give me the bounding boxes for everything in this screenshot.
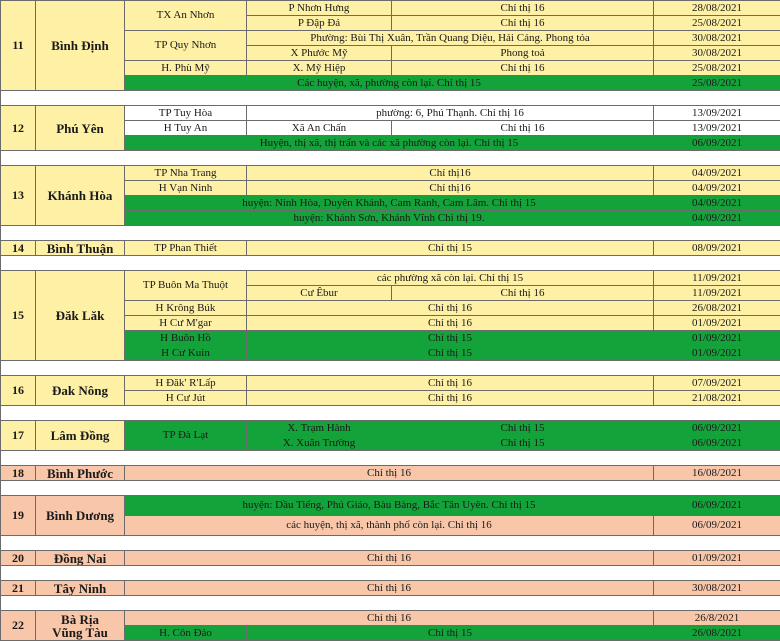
row-number: 14 <box>1 241 36 256</box>
directive-cell: Chỉ thị 16 <box>247 376 654 391</box>
province-name: Bình Thuận <box>36 241 125 256</box>
directive-cell: Phường: Bùi Thị Xuân, Trần Quang Diệu, Hải Cảng. Phong tỏa <box>247 31 654 46</box>
unit-cell: H Cư Jút <box>125 391 247 406</box>
province-name: Đak Nông <box>36 376 125 406</box>
row-number: 15 <box>1 271 36 361</box>
unit-cell: H Đăk' R'Lấp <box>125 376 247 391</box>
unit-cell: H Tuy An <box>125 121 247 136</box>
date-cell: 04/09/2021 <box>654 181 780 196</box>
sub-unit-cell: Cư Êbur <box>247 286 392 301</box>
directive-cell: các phường xã còn lại. Chỉ thị 15 <box>247 271 654 286</box>
row-separator <box>1 256 780 271</box>
directive-cell: Chỉ thị 16 <box>392 286 654 301</box>
date-cell: 25/08/2021 <box>654 16 780 31</box>
table-row <box>1 496 780 516</box>
table-row <box>1 271 780 286</box>
sub-unit-cell: X. Trạm Hành <box>247 421 392 436</box>
directive-cell: Huyện, thị xã, thị trấn và các xã phường còn lại. Chỉ thị 15 <box>125 136 654 151</box>
row-number: 13 <box>1 166 36 226</box>
row-number: 21 <box>1 581 36 596</box>
row-separator <box>1 596 780 611</box>
directive-cell: phường: 6, Phú Thạnh. Chỉ thị 16 <box>247 106 654 121</box>
province-name: Bình Phước <box>36 466 125 481</box>
date-cell: 08/09/2021 <box>654 241 780 256</box>
table-row <box>1 1 780 16</box>
unit-cell: H Cư Kuin <box>125 346 247 361</box>
sub-unit-cell: X. Mỹ Hiệp <box>247 61 392 76</box>
directive-cell: Chỉ thị 16 <box>392 121 654 136</box>
province-name: Tây Ninh <box>36 581 125 596</box>
directive-cell: Chỉ thị 16 <box>392 16 654 31</box>
table-row <box>1 106 780 121</box>
directive-cell: Chỉ thị 16 <box>392 61 654 76</box>
province-name: Bình Dương <box>36 496 125 536</box>
row-separator <box>1 566 780 581</box>
date-cell: 01/09/2021 <box>654 551 780 566</box>
unit-cell: TP Buôn Ma Thuột <box>125 271 247 301</box>
directive-cell: Chỉ thị16 <box>247 181 654 196</box>
directive-cell: Chỉ thị 16 <box>247 316 654 331</box>
directive-cell: Chỉ thị 16 <box>392 1 654 16</box>
table-row <box>1 466 780 481</box>
date-cell: 30/08/2021 <box>654 581 780 596</box>
table-row <box>1 376 780 391</box>
row-number: 12 <box>1 106 36 151</box>
unit-cell: H Krông Búk <box>125 301 247 316</box>
directive-cell: Chỉ thị 15 <box>247 331 654 346</box>
province-name: Khánh Hòa <box>36 166 125 226</box>
unit-cell: TP Phan Thiết <box>125 241 247 256</box>
province-name-line2: Vũng Tàu <box>52 625 108 640</box>
province-name <box>36 611 125 641</box>
directive-cell: Chỉ thị16 <box>247 166 654 181</box>
unit-cell: H. Côn Đảo <box>125 626 247 641</box>
row-number: 22 <box>1 611 36 641</box>
date-cell: 28/08/2021 <box>654 1 780 16</box>
date-cell: 06/09/2021 <box>654 136 780 151</box>
unit-cell: TX An Nhơn <box>125 1 247 31</box>
sub-unit-cell: P Đập Đá <box>247 16 392 31</box>
date-cell: 30/08/2021 <box>654 31 780 46</box>
unit-cell: TP Nha Trang <box>125 166 247 181</box>
row-number: 11 <box>1 1 36 91</box>
table-row <box>1 611 780 626</box>
row-separator <box>1 226 780 241</box>
date-cell: 16/08/2021 <box>654 466 780 481</box>
row-separator <box>1 451 780 466</box>
table-row <box>1 166 780 181</box>
date-cell: 01/09/2021 <box>654 331 780 346</box>
directive-cell: huyện: Ninh Hòa, Duyên Khánh, Cam Ranh, Cam Lâm. Chỉ thị 15 <box>125 196 654 211</box>
row-separator <box>1 481 780 496</box>
directive-cell: huyện: Dầu Tiếng, Phú Giáo, Bàu Bàng, Bắc Tân Uyên. Chỉ thị 15 <box>125 496 654 516</box>
directive-cell: Chỉ thị 15 <box>392 436 654 451</box>
unit-cell: H Vạn Ninh <box>125 181 247 196</box>
directive-cell: Phong toả <box>392 46 654 61</box>
date-cell: 04/09/2021 <box>654 196 780 211</box>
directive-cell: Chỉ thị 16 <box>125 466 654 481</box>
directive-cell: Các huyện, xã, phường còn lại. Chỉ thị 15 <box>125 76 654 91</box>
table-row <box>1 421 780 436</box>
date-cell: 06/09/2021 <box>654 496 780 516</box>
date-cell: 13/09/2021 <box>654 121 780 136</box>
directive-cell: Chỉ thị 15 <box>247 241 654 256</box>
date-cell: 04/09/2021 <box>654 166 780 181</box>
date-cell: 06/09/2021 <box>654 516 780 536</box>
table-row <box>1 241 780 256</box>
directive-cell: các huyện, thị xã, thành phố còn lại. Chỉ thị 16 <box>125 516 654 536</box>
sub-unit-cell: X. Xuân Trường <box>247 436 392 451</box>
row-separator <box>1 151 780 166</box>
province-name: Lâm Đồng <box>36 421 125 451</box>
province-name: Đồng Nai <box>36 551 125 566</box>
sub-unit-cell: Xã An Chấn <box>247 121 392 136</box>
row-separator <box>1 361 780 376</box>
date-cell: 06/09/2021 <box>654 436 780 451</box>
province-name: Phú Yên <box>36 106 125 151</box>
unit-cell: H Buôn Hồ <box>125 331 247 346</box>
sub-unit-cell: P Nhơn Hưng <box>247 1 392 16</box>
date-cell: 26/08/2021 <box>654 301 780 316</box>
row-separator <box>1 536 780 551</box>
date-cell: 26/8/2021 <box>654 611 780 626</box>
unit-cell: TP Đà Lạt <box>125 421 247 451</box>
date-cell: 01/09/2021 <box>654 316 780 331</box>
date-cell: 13/09/2021 <box>654 106 780 121</box>
unit-cell: H Cư M'gar <box>125 316 247 331</box>
date-cell: 21/08/2021 <box>654 391 780 406</box>
directive-cell: Chỉ thị 16 <box>247 391 654 406</box>
province-name-line1: Bà Rịa <box>61 612 99 627</box>
unit-cell: TP Tuy Hòa <box>125 106 247 121</box>
date-cell: 06/09/2021 <box>654 421 780 436</box>
directive-cell: Chỉ thị 16 <box>125 581 654 596</box>
row-number: 20 <box>1 551 36 566</box>
table-row <box>1 581 780 596</box>
row-number: 16 <box>1 376 36 406</box>
province-name: Đăk Lăk <box>36 271 125 361</box>
date-cell: 30/08/2021 <box>654 46 780 61</box>
unit-cell: TP Quy Nhơn <box>125 31 247 61</box>
directive-cell: huyện: Khánh Sơn, Khánh Vĩnh Chỉ thị 19. <box>125 211 654 226</box>
sub-unit-cell: X Phước Mỹ <box>247 46 392 61</box>
row-separator <box>1 406 780 421</box>
directive-cell: Chỉ thị 16 <box>125 611 654 626</box>
date-cell: 01/09/2021 <box>654 346 780 361</box>
directive-cell: Chỉ thị 15 <box>247 346 654 361</box>
date-cell: 04/09/2021 <box>654 211 780 226</box>
province-name: Bình Định <box>36 1 125 91</box>
directive-cell: Chỉ thị 16 <box>125 551 654 566</box>
date-cell: 11/09/2021 <box>654 271 780 286</box>
row-separator <box>1 91 780 106</box>
date-cell: 25/08/2021 <box>654 61 780 76</box>
row-number: 17 <box>1 421 36 451</box>
unit-cell: H. Phù Mỹ <box>125 61 247 76</box>
date-cell: 25/08/2021 <box>654 76 780 91</box>
directive-cell: Chỉ thị 15 <box>247 626 654 641</box>
directive-cell: Chỉ thị 15 <box>392 421 654 436</box>
directive-cell: Chỉ thị 16 <box>247 301 654 316</box>
date-cell: 11/09/2021 <box>654 286 780 301</box>
date-cell: 26/08/2021 <box>654 626 780 641</box>
row-number: 18 <box>1 466 36 481</box>
date-cell: 07/09/2021 <box>654 376 780 391</box>
row-number: 19 <box>1 496 36 536</box>
